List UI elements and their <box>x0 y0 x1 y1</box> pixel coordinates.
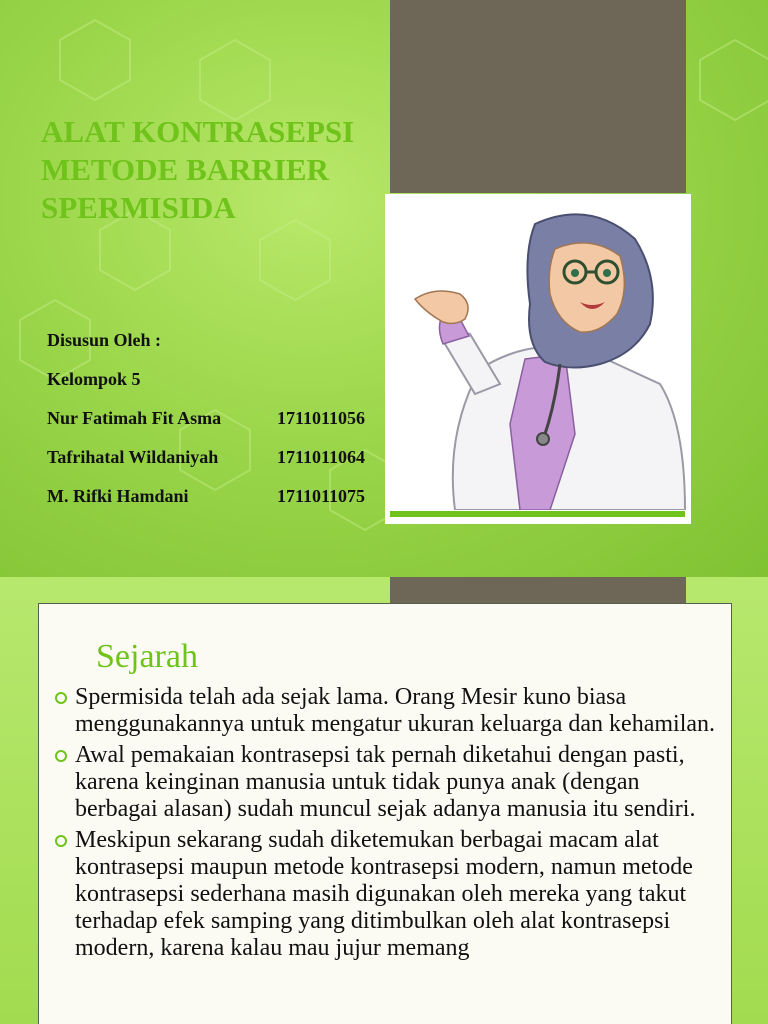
credits-heading: Disusun Oleh : <box>47 330 162 350</box>
bullet-list <box>55 684 719 966</box>
decorative-brown-block <box>390 0 686 193</box>
member-id: 1711011056 <box>277 408 366 428</box>
bullet-item <box>55 742 719 823</box>
title-line-2: METODE BARRIER <box>41 152 329 187</box>
bullet-circle-icon <box>55 692 67 704</box>
slide-title <box>41 113 386 227</box>
content-slide <box>0 577 768 1024</box>
bullet-item <box>55 684 719 738</box>
bullet-circle-icon <box>55 835 67 847</box>
member-id: 1711011064 <box>277 447 366 467</box>
title-line-1: ALAT KONTRASEPSI <box>41 114 355 149</box>
green-accent-strip <box>390 511 685 517</box>
title-line-3: SPERMISIDA <box>41 190 236 225</box>
member-id: 1711011075 <box>277 486 366 506</box>
illustration-frame <box>385 194 691 524</box>
member-name: M. Rifki Hamdani <box>47 486 189 506</box>
section-heading: Sejarah <box>96 638 198 675</box>
member-name: Tafrihatal Wildaniyah <box>47 447 219 467</box>
member-name: Nur Fatimah Fit Asma <box>47 408 222 428</box>
bullet-text: Spermisida telah ada sejak lama. Orang Mesir kuno biasa menggunakannya untuk mengatur ukuran keluarga dan kehamilan. <box>75 684 716 737</box>
bullet-text: Awal pemakaian kontrasepsi tak pernah diketahui dengan pasti, karena keinginan manusia untuk tidak punya anak (dengan berbagai alasan) sudah muncul sejak adanya manusia itu sendiri. <box>75 742 696 822</box>
group-label: Kelompok 5 <box>47 369 141 389</box>
bullet-item <box>55 827 719 962</box>
bullet-text: Meskipun sekarang sudah diketemukan berbagai macam alat kontrasepsi maupun metode kontrasepsi modern, namun metode kontrasepsi sederhana masih digunakan oleh mereka yang takut terhadap efek samping yang ditimbulkan oleh alat kontrasepsi modern, karena kalau mau jujur memang <box>75 827 693 961</box>
doctor-in-hijab-illustration <box>385 194 691 510</box>
content-panel <box>38 603 732 1024</box>
bullet-circle-icon <box>55 750 67 762</box>
